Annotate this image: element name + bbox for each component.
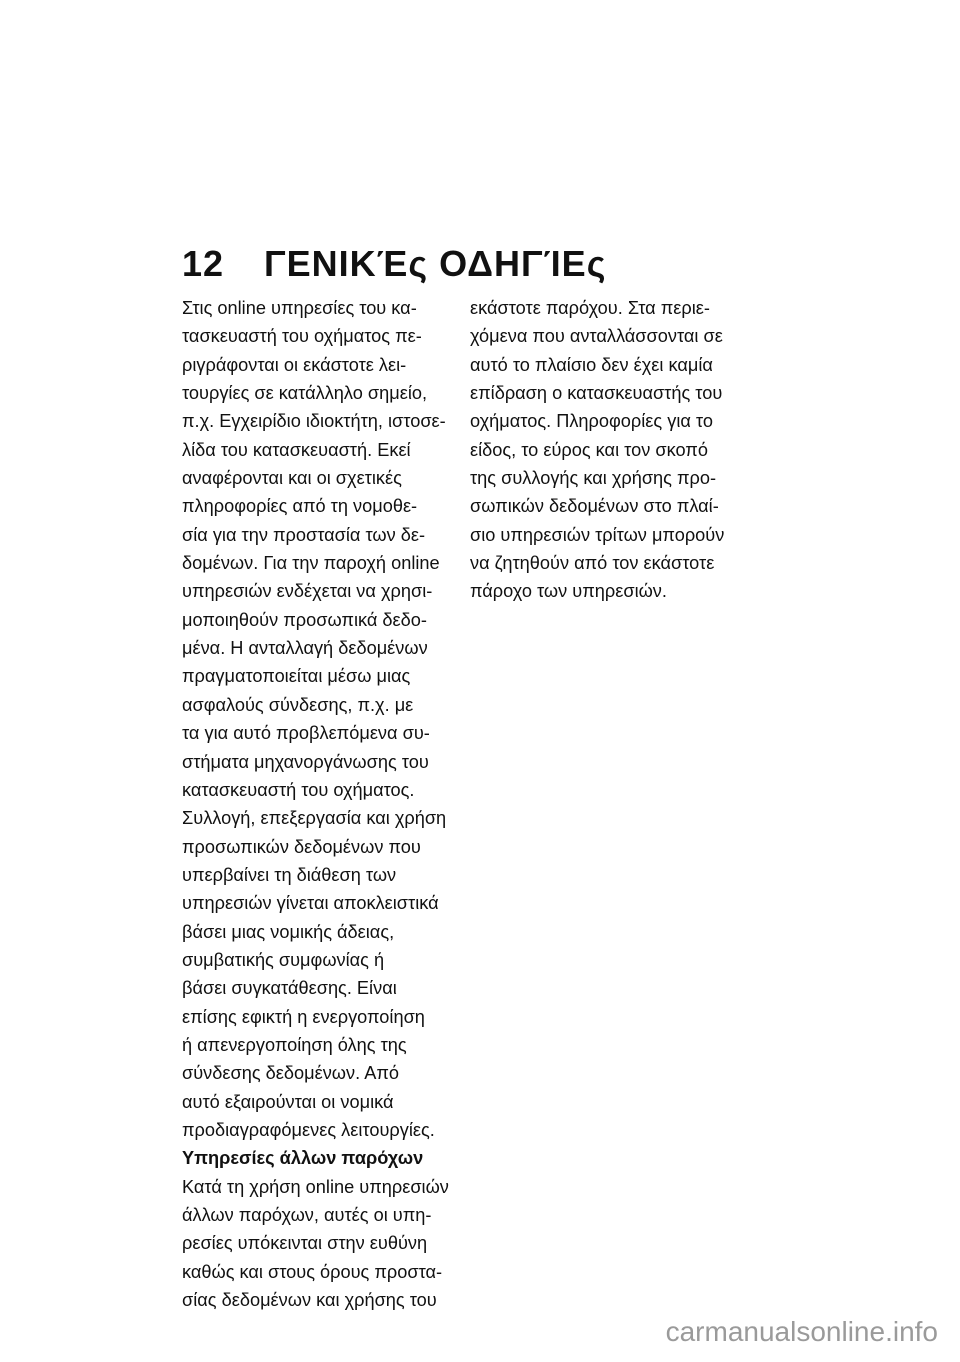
body-line: ή απενεργοποίηση όλης της xyxy=(182,1034,407,1055)
chapter-title: ΓΕΝΙΚΈς ΟΔΗΓΊΕς xyxy=(264,243,607,284)
body-line: υπηρεσιών ενδέχεται να χρησι- xyxy=(182,581,433,602)
body-line: εκάστοτε παρόχου. Στα περιε- xyxy=(470,298,710,318)
right-text-column xyxy=(470,294,742,606)
body-line: προδιαγραφόμενες λειτουργίες. xyxy=(182,1119,435,1140)
body-line: της συλλογής και χρήσης προ- xyxy=(470,468,717,489)
body-line: βάσει συγκατάθεσης. Είναι xyxy=(182,978,397,999)
body-line: πληροφορίες από τη νομοθε- xyxy=(182,496,418,517)
body-line: υπερβαίνει τη διάθεση των xyxy=(182,864,397,885)
body-line: πάροχο των υπηρεσιών. xyxy=(470,581,667,602)
body-line: ρεσίες υπόκεινται στην ευθύνη xyxy=(182,1233,428,1254)
body-line: σωπικών δεδομένων στο πλαί- xyxy=(470,496,719,517)
body-line: βάσει μιας νομικής άδειας, xyxy=(182,921,395,942)
chapter-number: 12 xyxy=(182,243,225,284)
body-line: μένα. Η ανταλλαγή δεδομένων xyxy=(182,638,428,659)
body-line: ασφαλούς σύνδεσης, π.χ. με xyxy=(182,694,414,715)
body-line: Κατά τη χρήση online υπηρεσιών xyxy=(182,1176,449,1197)
body-line: τασκευαστή του οχήματος πε- xyxy=(182,326,422,347)
body-line: δομένων. Για την παροχή online xyxy=(182,553,440,574)
body-line: Συλλογή, επεξεργασία και χρήση xyxy=(182,808,447,829)
body-line: άλλων παρόχων, αυτές οι υπη- xyxy=(182,1205,432,1225)
body-line: σίας δεδομένων και χρήσης του xyxy=(182,1290,437,1311)
body-line: χόμενα που ανταλλάσσονται σε xyxy=(470,326,723,347)
body-line: καθώς και στους όρους προστα- xyxy=(182,1261,443,1282)
body-line: είδος, το εύρος και τον σκοπό xyxy=(470,439,708,460)
body-line: σία για την προστασία των δε- xyxy=(182,524,426,545)
body-line: επίδραση ο κατασκευαστής του xyxy=(470,383,723,404)
body-line: Στις online υπηρεσίες του κα- xyxy=(182,298,417,318)
body-line: ριγράφονται οι εκάστοτε λει- xyxy=(182,354,407,375)
body-line: αυτό εξαιρούνται οι νομικά xyxy=(182,1091,394,1112)
body-line: οχήματος. Πληροφορίες για το xyxy=(470,411,713,432)
watermark: carmanualsonline.info xyxy=(665,1316,938,1347)
left-text-column xyxy=(182,294,454,1314)
body-line: να ζητηθούν από τον εκάστοτε xyxy=(470,553,715,574)
body-line: π.χ. Εγχειρίδιο ιδιοκτήτη, ιστοσε- xyxy=(182,411,446,432)
body-line: λίδα του κατασκευαστή. Εκεί xyxy=(182,439,411,460)
body-line: αυτό το πλαίσιο δεν έχει καμία xyxy=(470,354,713,375)
body-line: συμβατικής συμφωνίας ή xyxy=(182,949,385,970)
body-line: μοποιηθούν προσωπικά δεδο- xyxy=(182,609,427,630)
body-line: αναφέρονται και οι σχετικές xyxy=(182,468,402,489)
body-line: σύνδεσης δεδομένων. Από xyxy=(182,1063,399,1084)
page-header xyxy=(182,243,606,285)
body-line: προσωπικών δεδομένων που xyxy=(182,836,421,857)
body-line: πραγματοποιείται μέσω μιας xyxy=(182,666,411,687)
body-line: τουργίες σε κατάλληλο σημείο, xyxy=(182,383,428,404)
body-line: υπηρεσιών γίνεται αποκλειστικά xyxy=(182,893,439,914)
body-line: στήματα μηχανοργάνωσης του xyxy=(182,751,429,772)
section-subheading: Υπηρεσίες άλλων παρόχων xyxy=(182,1148,424,1169)
body-line: σιο υπηρεσιών τρίτων μπορούν xyxy=(470,524,725,545)
body-line: επίσης εφικτή η ενεργοποίηση xyxy=(182,1006,425,1027)
body-line: τα για αυτό προβλεπόμενα συ- xyxy=(182,723,430,744)
body-line: κατασκευαστή του οχήματος. xyxy=(182,779,415,800)
